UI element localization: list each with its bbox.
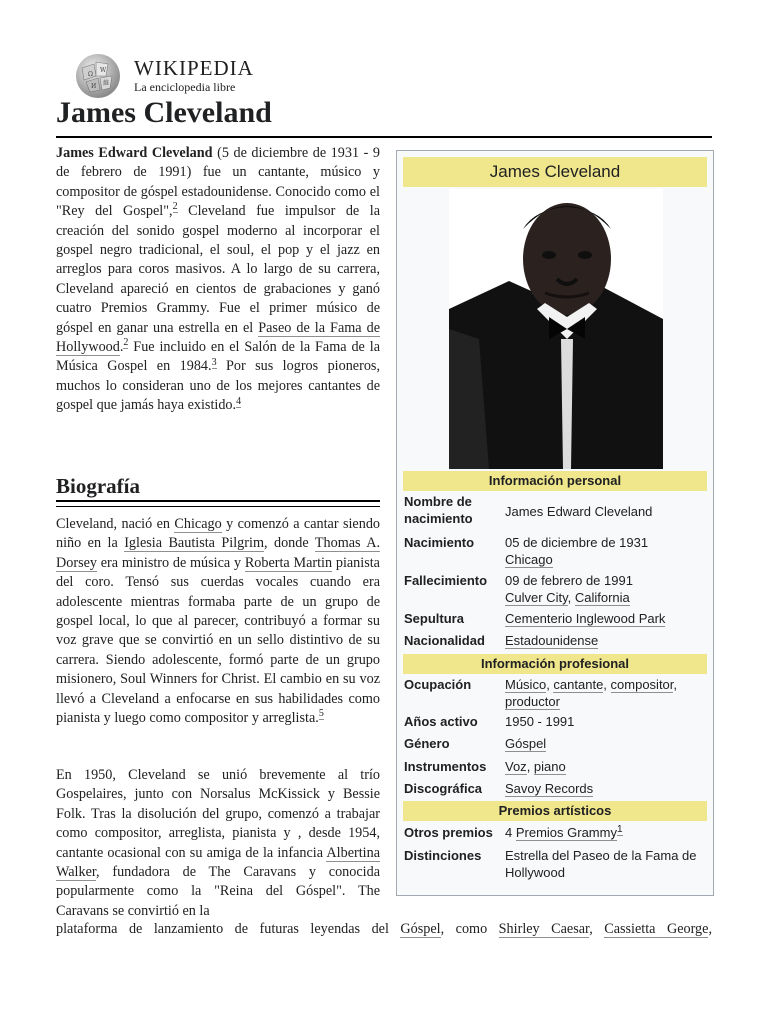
reference-link[interactable]: 4	[236, 395, 242, 407]
separator: ,	[567, 590, 575, 605]
link-productor[interactable]: productor	[505, 694, 560, 709]
label-genero: Género	[404, 736, 450, 751]
link-california[interactable]: California	[574, 590, 630, 605]
link-gospel-genre[interactable]: Góspel	[505, 736, 547, 751]
link-albertina-walker[interactable]: Albertina Walker	[56, 844, 380, 881]
bio-text: En 1950, Cleveland se unió brevemente al trío Gospelaires, junto con Norsalus McKissick y Bessie Folk. Tras la disolución del grupo, comenzó a trabajar como compositor, arreglista, pianista y , desde 1954, cantante ocasional con su amiga de la infancia	[56, 767, 380, 861]
section-informacion-personal: Información personal	[403, 471, 707, 491]
death-date: 09 de febrero de 1991	[505, 573, 633, 588]
intro-text: Fue incluido en el Salón de la Fama de la Música Gospel en 1984.	[56, 339, 380, 375]
link-iglesia-pilgrim[interactable]: Iglesia Bautista Pilgrim	[124, 535, 264, 552]
link-cassietta-george[interactable]: Cassietta George	[604, 921, 709, 937]
wikipedia-tagline: La enciclopedia libre	[134, 80, 236, 94]
link-paseo-fama[interactable]: Paseo de la Fama de Hollywood	[56, 319, 380, 356]
value-genero	[505, 735, 705, 752]
link-estadounidense[interactable]: Estadounidense	[505, 633, 599, 648]
intro-text: Por sus logros pioneros, muchos lo consideran uno de los mejores cantantes de gospel que jamás haya existido.	[56, 358, 380, 414]
portrait-photo[interactable]	[449, 189, 663, 469]
intro-text: Cleveland fue impulsor de la creación del sonido gospel moderno al incorporar el gospel negro tradicional, el soul, el pop y el jazz en arreglos para coros masivos. A lo largo de su carrera, Cleveland apareció en cientos de grabaciones y ganó cuatro Premios Grammy. Fue el primer músico de góspel en ganar una estrella en el	[56, 203, 380, 336]
link-compositor[interactable]: compositor	[610, 677, 674, 692]
value-sepultura	[505, 610, 705, 627]
label-nacimiento: Nacimiento	[404, 535, 475, 550]
reference-link[interactable]: 2	[172, 201, 178, 213]
label-sepultura: Sepultura	[404, 611, 464, 626]
separator: ,	[603, 677, 611, 692]
subject-name: James Edward Cleveland	[56, 145, 213, 161]
label-otros-premios: Otros premios	[404, 825, 493, 840]
bio-text: ,	[589, 921, 605, 937]
value-nacimiento	[505, 534, 705, 568]
bio-text: ,	[708, 921, 712, 937]
value-otros-premios	[505, 824, 705, 841]
separator: ,	[526, 759, 534, 774]
link-roberta-martin[interactable]: Roberta Martin	[244, 554, 333, 571]
wikipedia-wordmark: WIKIPEDIA	[134, 56, 254, 80]
bio-text: , como	[440, 921, 499, 937]
svg-text:И: И	[91, 83, 97, 90]
label-discografica: Discográfica	[404, 781, 483, 796]
bio-text: era ministro de música y	[96, 554, 245, 571]
link-shirley-caesar[interactable]: Shirley Caesar	[498, 921, 590, 937]
intro-paragraph	[56, 144, 380, 435]
link-thomas-dorsey[interactable]: Thomas A. Dorsey	[56, 535, 381, 571]
reference-link[interactable]: 3	[211, 356, 217, 368]
wikipedia-globe-logo[interactable]	[74, 52, 122, 100]
value-anos-activo: 1950 - 1991	[505, 714, 575, 729]
section-heading-biografia: Biografía	[56, 474, 140, 498]
section-premios-artisticos: Premios artísticos	[403, 801, 707, 821]
award-count: 4	[505, 825, 516, 840]
label-nombre: Nombre de nacimiento	[404, 494, 473, 526]
link-premios-grammy[interactable]: Premios Grammy	[515, 825, 617, 840]
reference-link[interactable]: 1	[616, 823, 623, 835]
page-title: James Cleveland	[56, 96, 272, 129]
intro-text: .	[119, 339, 124, 356]
value-distinciones: Estrella del Paseo de la Fama de Hollywood	[505, 848, 697, 880]
link-savoy-records[interactable]: Savoy Records	[505, 781, 594, 796]
label-distinciones: Distinciones	[404, 848, 482, 863]
link-culver-city[interactable]: Culver City	[505, 590, 568, 605]
separator: ,	[546, 677, 554, 692]
bio-paragraph-1	[56, 515, 380, 747]
value-instrumentos	[505, 758, 705, 775]
link-chicago[interactable]: Chicago	[174, 516, 222, 532]
reference-link[interactable]: 2	[123, 337, 129, 349]
label-instrumentos: Instrumentos	[404, 759, 487, 774]
value-nombre: James Edward Cleveland	[505, 504, 653, 519]
link-chicago-birthplace[interactable]: Chicago	[505, 552, 553, 567]
bio-text: , donde	[263, 535, 315, 552]
value-nacionalidad	[505, 632, 705, 649]
bio-paragraph-2-continued	[56, 920, 712, 939]
bio-text: plataforma de lanzamiento de futuras leyendas del	[56, 921, 401, 937]
section-divider	[56, 506, 380, 507]
label-ocupacion: Ocupación	[404, 677, 472, 692]
bio-paragraph-2	[56, 766, 380, 940]
bio-text: y comenzó a cantar siendo niño en la	[56, 516, 381, 552]
label-anos-activo: Años activo	[404, 714, 478, 729]
birth-date: 05 de diciembre de 1931	[505, 535, 649, 550]
section-informacion-profesional: Información profesional	[403, 654, 707, 674]
value-ocupacion	[505, 676, 705, 710]
separator: ,	[673, 677, 678, 692]
link-gospel[interactable]: Góspel	[400, 921, 441, 937]
label-nacionalidad: Nacionalidad	[404, 633, 485, 648]
svg-text:W: W	[100, 67, 107, 74]
bio-text: pianista del coro. Tensó sus cuerdas vocales cuando era adolescente mientras formaba parte de un grupo de gospel local, lo que al parecer, contribuyó a formar su voz grave que se convirtió en un sello distintivo de su carrera. Siendo adolescente, formó parte de un grupo misionero, Soul Winners for Christ. El cambio en su voz llevó a Cleveland a enfocarse en sus habilidades como pianista y luego como compositor y arreglista.	[56, 554, 380, 727]
infobox-title: James Cleveland	[403, 157, 707, 187]
svg-text:維: 維	[103, 80, 110, 87]
link-cementerio[interactable]: Cementerio Inglewood Park	[505, 611, 666, 626]
intro-text: (5 de diciembre de 1931 - 9 de febrero de 1991) fue un cantante, músico y compositor de góspel estadounidense. Conocido como el "Rey del Gospel",	[56, 145, 380, 220]
title-divider	[56, 136, 712, 138]
bio-text: , fundadora de The Caravans y conocida popularmente como la "Reina del Góspel". The Caravans se convirtió en la	[56, 864, 380, 919]
section-divider	[56, 500, 380, 502]
value-fallecimiento	[505, 572, 705, 606]
link-voz[interactable]: Voz	[505, 759, 527, 774]
svg-text:Ω: Ω	[88, 71, 93, 78]
label-fallecimiento: Fallecimiento	[404, 573, 488, 588]
link-musico[interactable]: Músico	[505, 677, 547, 692]
reference-link[interactable]: 5	[318, 708, 324, 720]
infobox	[396, 150, 714, 896]
link-cantante[interactable]: cantante	[553, 677, 604, 692]
bio-text: Cleveland, nació en	[56, 516, 175, 532]
link-piano[interactable]: piano	[533, 759, 566, 774]
value-discografica	[505, 780, 705, 797]
